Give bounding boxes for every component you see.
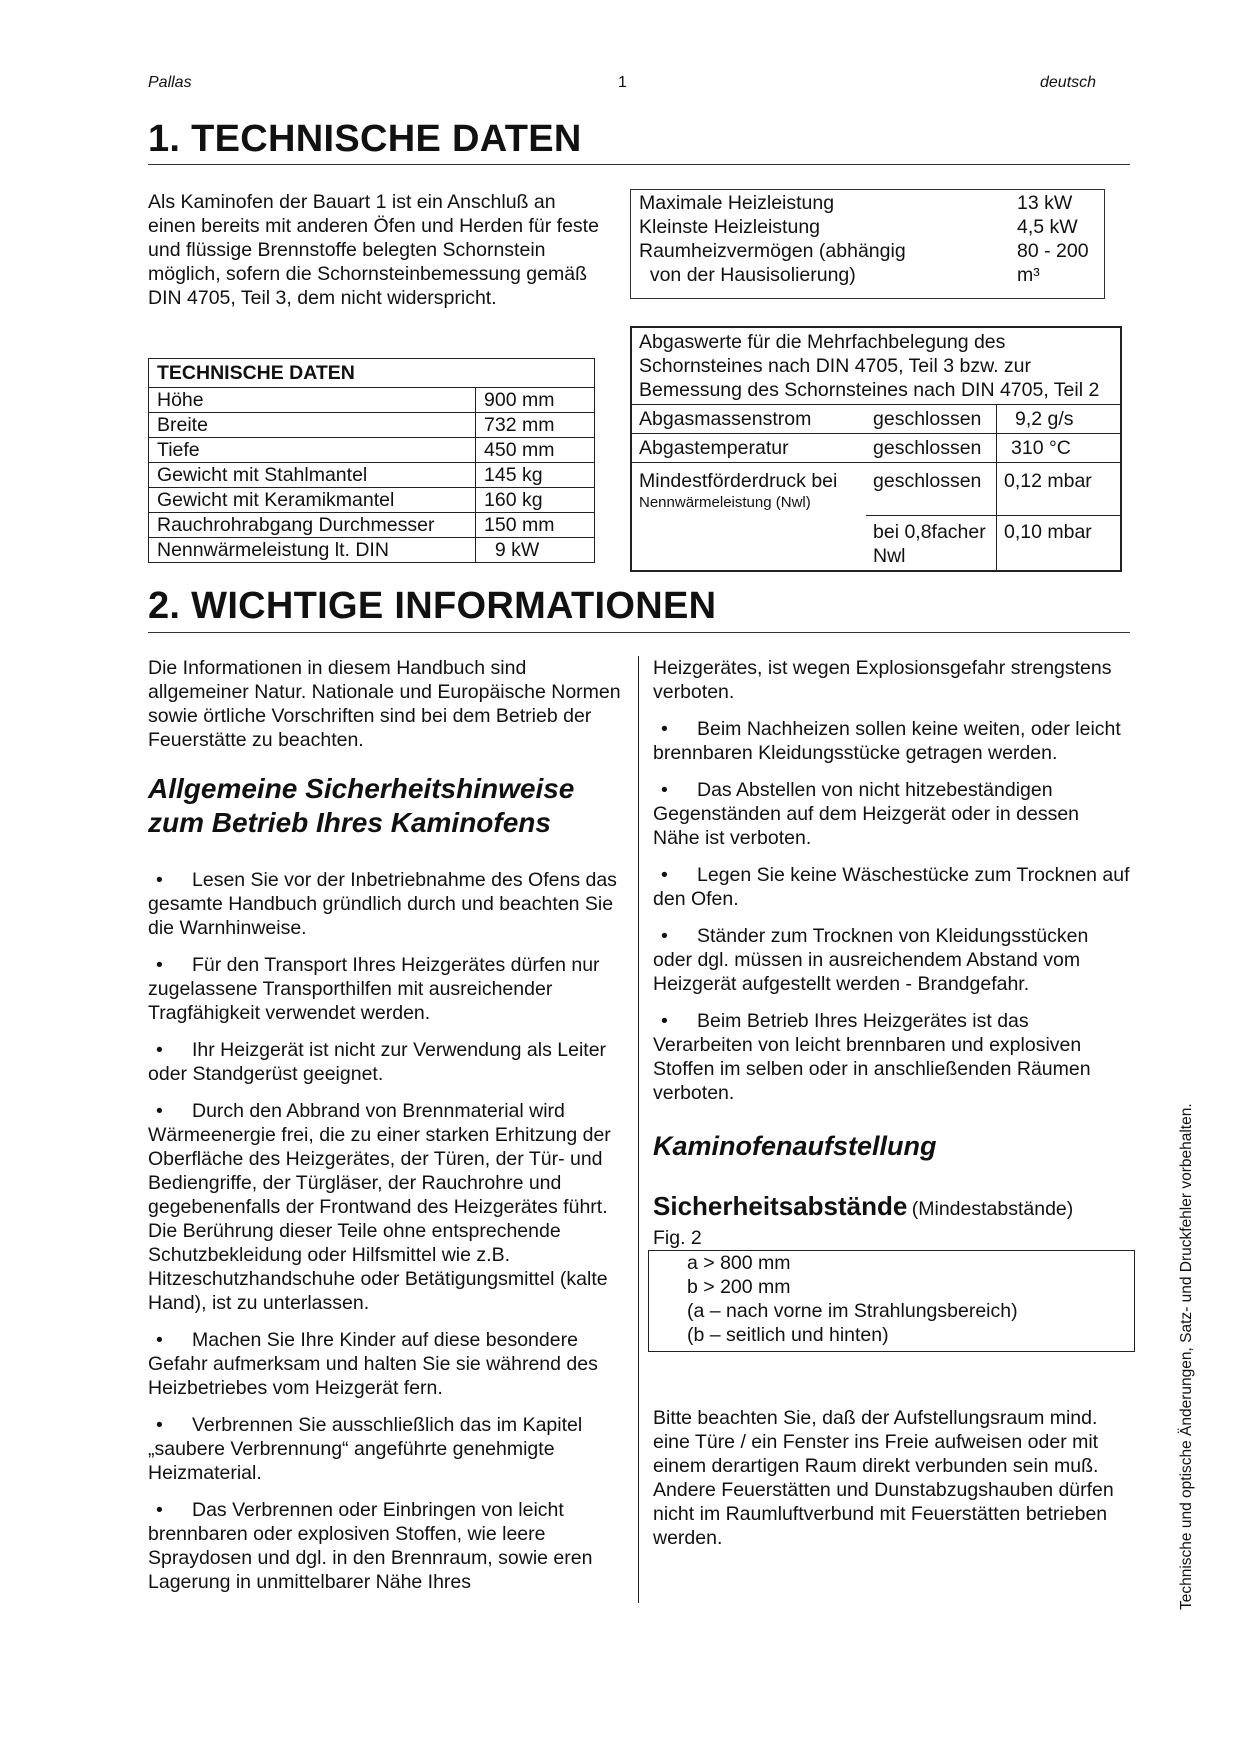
column-divider (638, 656, 639, 1603)
bullet-icon: • (661, 925, 668, 947)
row-value: 9 kW (476, 538, 595, 563)
flue-gas-label: Abgastemperatur (631, 434, 866, 463)
list-item: • Das Verbrennen oder Einbringen von leicht brennbaren oder explosiven Stoffen, wie leere Spraydosen und dgl. in den Brennraum, sowie eren Lagerung in unmittelbarer Nähe Ihres (148, 1499, 593, 1593)
flue-gas-intro: Abgaswerte für die Mehrfachbelegung des Schornsteines nach DIN 4705, Teil 3 bzw. zur Bemessung des Schornsteines nach DIN 4705, Teil 2 (639, 331, 1100, 401)
table-row (631, 405, 1121, 434)
flue-gas-condition: geschlossen (866, 434, 997, 463)
abstaende-note: (Mindestabstände) (911, 1198, 1074, 1220)
abstaende-heading-line (653, 1191, 1131, 1226)
abstand-line: a > 800 mm (687, 1252, 791, 1274)
row-value: 732 mm (476, 413, 595, 438)
list-item: • Verbrennen Sie ausschließlich das im Kapitel „saubere Verbrennung“ angeführte genehmigte Heizmaterial. (148, 1414, 583, 1484)
spec-label: von der Hausisolierung) (639, 264, 856, 286)
row-label: Breite (149, 413, 476, 438)
figure-reference: Fig. 2 (653, 1227, 702, 1249)
spec-label: Raumheizvermögen (abhängig (639, 240, 906, 262)
row-value: 160 kg (476, 488, 595, 513)
row-value: 900 mm (476, 388, 595, 413)
spec-row (631, 263, 1104, 287)
spec-value: 13 kW (1017, 192, 1073, 214)
side-disclaimer: Technische und optische Änderungen, Satz- und Druckfehler vorbehalten. (1178, 1103, 1195, 1610)
spec-row (631, 239, 1104, 263)
flue-gas-condition: geschlossen (866, 405, 997, 434)
row-value: 150 mm (476, 513, 595, 538)
aufstellung-heading: Kaminofenaufstellung (653, 1131, 937, 1161)
row-label: Tiefe (149, 438, 476, 463)
bullet-icon: • (156, 1499, 163, 1521)
list-item: • Legen Sie keine Wäschestücke zum Trocknen auf den Ofen. (653, 864, 1130, 910)
table-row (149, 388, 595, 413)
list-item: • Lesen Sie vor der Inbetriebnahme des Ofens das gesamte Handbuch gründlich durch und beachten Sie die Warnhinweise. (148, 869, 617, 939)
row-label: Rauchrohrabgang Durchmesser (149, 513, 476, 538)
row-label: Gewicht mit Stahlmantel (149, 463, 476, 488)
spec-value: m³ (1017, 264, 1040, 286)
safety-heading: Allgemeine Sicherheitshinweise zum Betrieb Ihres Kaminofens (148, 773, 575, 838)
bullet-icon: • (661, 779, 668, 801)
flue-gas-label: Abgasmassenstrom (631, 405, 866, 434)
section1-intro: Als Kaminofen der Bauart 1 ist ein Anschluß an einen bereits mit anderen Öfen und Herden für feste und flüssige Brennstoffe belegten Schornstein möglich, sofern die Schornsteinbemessung gemäß DIN 4705, Teil 3, dem nicht widerspricht. (148, 191, 599, 309)
closing-paragraph: Bitte beachten Sie, daß der Aufstellungsraum mind. eine Türe / ein Fenster ins Freie aufweisen oder mit einem derartigen Raum direkt verbunden sein muß. Andere Feuerstätten und Dunstabzugshauben dürfen nicht im Raumluftverbund mit Feuerstätten betrieben werden. (653, 1407, 1114, 1549)
flue-gas-condition: bei 0,8facher Nwl (866, 516, 997, 572)
row-value: 450 mm (476, 438, 595, 463)
row-label: Nennwärmeleistung lt. DIN (149, 538, 476, 563)
table-row (149, 538, 595, 563)
heating-spec-box (630, 189, 1105, 299)
list-item: • Beim Nachheizen sollen keine weiten, oder leicht brennbaren Kleidungsstücke getragen werden. (653, 718, 1121, 764)
page-number: 1 (618, 74, 627, 91)
list-item: • Machen Sie Ihre Kinder auf diese besondere Gefahr aufmerksam und halten Sie sie während des Heizbetriebes vom Heizgerät fern. (148, 1329, 598, 1399)
table-row (149, 463, 595, 488)
bullet-icon: • (156, 1100, 163, 1122)
table-row (149, 513, 595, 538)
bullet-icon: • (156, 1039, 163, 1061)
flue-gas-value: 310 °C (997, 434, 1122, 463)
table-row (149, 438, 595, 463)
table-row (149, 413, 595, 438)
spec-row (631, 191, 1104, 215)
flue-gas-sublabel: Nennwärmeleistung (Nwl) (639, 494, 811, 511)
flue-gas-condition: geschlossen (866, 463, 997, 516)
list-item: • Durch den Abbrand von Brennmaterial wird Wärmeenergie frei, die zu einer starken Erhitzung der Oberfläche des Heizgerätes, der Türen, der Tür- und Bediengriffe, der Türgläser, der Rauchrohre und gegebenenfalls der Frontwand des Heizgerätes führt. Die Berührung dieser Teile ohne entsprechende Schutzbekleidung oder Hilfsmittel wie z.B. Hitzeschutzhandschuhe oder Betätigungsmittel (kalte Hand), ist zu unterlassen. (148, 1100, 611, 1314)
flue-gas-value: 0,10 mbar (997, 516, 1122, 572)
section2-rule (148, 632, 1130, 633)
section1-title: 1. TECHNISCHE DATEN (148, 118, 582, 160)
abstand-line: (b – seitlich und hinten) (687, 1324, 889, 1346)
spec-row (631, 215, 1104, 239)
row-label: Höhe (149, 388, 476, 413)
abstand-line: (a – nach vorne im Strahlungsbereich) (687, 1300, 1018, 1322)
list-item: • Für den Transport Ihres Heizgerätes dürfen nur zugelassene Transporthilfen mit ausreichender Tragfähigkeit verwendet werden. (148, 954, 600, 1024)
flue-gas-value: 9,2 g/s (997, 405, 1122, 434)
bullet-icon: • (661, 718, 668, 740)
section2-intro: Die Informationen in diesem Handbuch sind allgemeiner Natur. Nationale und Europäische Normen sowie örtliche Vorschriften sind bei dem Betrieb der Feuerstätte zu beachten. (148, 657, 621, 751)
bullet-icon: • (156, 954, 163, 976)
bullet-icon: • (661, 1010, 668, 1032)
bullet-icon: • (156, 1329, 163, 1351)
left-column (148, 656, 626, 1607)
tech-data-table-title: TECHNISCHE DATEN (149, 359, 595, 388)
list-item: • Beim Betrieb Ihres Heizgerätes ist das Verarbeiten von leicht brennbaren und explosiven Stoffen im selben oder in anschließenden Räumen verboten. (653, 1010, 1091, 1104)
header-right: deutsch (1040, 74, 1097, 91)
flue-gas-label: Mindestförderdruck bei (639, 470, 838, 492)
bullet-icon: • (156, 1414, 163, 1436)
spec-value: 4,5 kW (1017, 216, 1078, 238)
abstand-line: b > 200 mm (687, 1276, 791, 1298)
bullet-icon: • (156, 869, 163, 891)
flue-gas-table (630, 326, 1122, 572)
table-row (149, 488, 595, 513)
list-item: • Ihr Heizgerät ist nicht zur Verwendung als Leiter oder Standgerüst geeignet. (148, 1039, 607, 1085)
spec-label: Maximale Heizleistung (639, 192, 835, 214)
tech-data-table (148, 358, 595, 563)
flue-gas-value: 0,12 mbar (997, 463, 1122, 516)
section2-title: 2. WICHTIGE INFORMATIONEN (148, 585, 717, 627)
row-value: 145 kg (476, 463, 595, 488)
right-column (653, 656, 1131, 1550)
bullet-icon: • (661, 864, 668, 886)
spec-value: 80 - 200 (1017, 240, 1089, 262)
spec-label: Kleinste Heizleistung (639, 216, 821, 238)
abstaende-box (648, 1250, 1135, 1352)
list-item: • Das Abstellen von nicht hitzebeständigen Gegenständen auf dem Heizgerät oder in dessen Nähe ist verboten. (653, 779, 1080, 849)
continuation-text: Heizgerätes, ist wegen Explosionsgefahr strengstens verboten. (653, 657, 1112, 703)
abstaende-heading: Sicherheitsabstände (653, 1191, 908, 1221)
table-row (631, 434, 1121, 463)
section1-rule (148, 164, 1130, 165)
safety-list-left (148, 868, 626, 1594)
row-label: Gewicht mit Keramikmantel (149, 488, 476, 513)
list-item: • Ständer zum Trocknen von Kleidungsstücken oder dgl. müssen in ausreichendem Abstand vom Heizgerät aufgestellt werden - Brandgefahr. (653, 925, 1089, 995)
table-row (631, 463, 1121, 516)
header-left: Pallas (148, 74, 192, 91)
